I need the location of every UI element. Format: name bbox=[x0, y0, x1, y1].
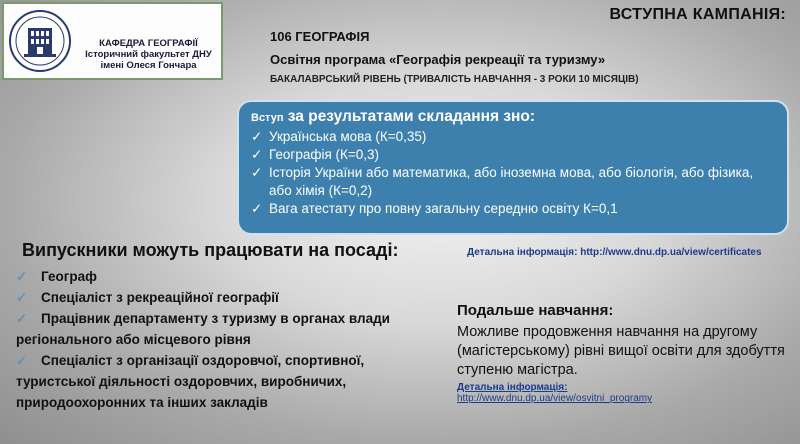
department-line-1: КАФЕДРА ГЕОГРАФІЇ bbox=[99, 38, 198, 49]
certificates-details-link[interactable] bbox=[467, 247, 762, 258]
programs-details bbox=[457, 382, 787, 404]
check-icon: ✓ bbox=[251, 129, 263, 144]
department-line-3: імені Олеся Гончара bbox=[100, 60, 197, 71]
further-study-text: Можливе продовження навчання на другому (магістерському) рівні вищої освіти для здобуття ступеню магістра. bbox=[457, 324, 785, 378]
position-text: Географ bbox=[41, 269, 97, 284]
subject-text: Географія (К=0,3) bbox=[269, 147, 380, 162]
position-text: Спеціаліст з рекреаційної географії bbox=[41, 290, 279, 305]
subject-text: Українська мова (К=0,35) bbox=[269, 129, 427, 144]
check-icon: ✓ bbox=[16, 311, 28, 326]
graduates-positions-list bbox=[16, 266, 416, 413]
certificates-link-text[interactable]: Детальна інформація: http://www.dnu.dp.ua/view/certificates bbox=[467, 247, 762, 258]
admission-title-main: за результатами складання зно: bbox=[287, 108, 536, 125]
admission-subjects-list bbox=[251, 128, 777, 218]
check-icon: ✓ bbox=[16, 353, 28, 368]
university-building-logo-icon bbox=[8, 8, 72, 74]
check-icon: ✓ bbox=[251, 201, 263, 216]
list-item bbox=[16, 350, 416, 413]
department-header bbox=[2, 2, 223, 80]
programs-details-link[interactable]: http://www.dnu.dp.ua/view/osvitni_programy bbox=[457, 393, 653, 404]
subject-text: Вага атестату про повну загальну середню освіту К=0,1 bbox=[269, 201, 618, 216]
position-text: Працівник департаменту з туризму в органах влади регіонального або місцевого рівня bbox=[16, 311, 390, 347]
list-item bbox=[251, 128, 777, 146]
list-item bbox=[16, 287, 416, 308]
graduates-title: Випускники можуть працювати на посаді: bbox=[22, 240, 399, 260]
list-item bbox=[251, 164, 777, 200]
campaign-title: ВСТУПНА КАМПАНІЯ: bbox=[609, 6, 786, 23]
subject-text: Історія України або математика, або іноземна мова, або біологія, або фізика, або хімія (К=0,2) bbox=[269, 165, 754, 198]
department-line-2: Історичний факультет ДНУ bbox=[85, 49, 212, 60]
admission-panel bbox=[237, 100, 789, 235]
position-text: Спеціаліст з організації оздоровчої, спортивної, туристської діяльності оздоровчих, виробничих, природоохоронних та інших закладів bbox=[16, 353, 365, 410]
admission-title-small: Вступ bbox=[251, 112, 284, 124]
list-item bbox=[16, 308, 416, 350]
check-icon: ✓ bbox=[16, 269, 28, 284]
list-item bbox=[251, 200, 777, 218]
check-icon: ✓ bbox=[16, 290, 28, 305]
list-item bbox=[16, 266, 416, 287]
specialty-title: 106 ГЕОГРАФІЯ bbox=[270, 29, 370, 44]
check-icon: ✓ bbox=[251, 165, 263, 180]
further-study-title: Подальше навчання: bbox=[457, 302, 614, 319]
check-icon: ✓ bbox=[251, 147, 263, 162]
study-level: БАКАЛАВРСЬКИЙ РІВЕНЬ (ТРИВАЛІСТЬ НАВЧАННЯ - 3 РОКИ 10 МІСЯЦІВ) bbox=[270, 74, 639, 85]
list-item bbox=[251, 146, 777, 164]
program-title: Освітня програма «Географія рекреації та туризму» bbox=[270, 52, 606, 67]
admission-title bbox=[251, 108, 777, 126]
department-name bbox=[76, 38, 221, 71]
programs-details-label: Детальна інформація: bbox=[457, 382, 568, 393]
further-study-section bbox=[457, 302, 787, 404]
